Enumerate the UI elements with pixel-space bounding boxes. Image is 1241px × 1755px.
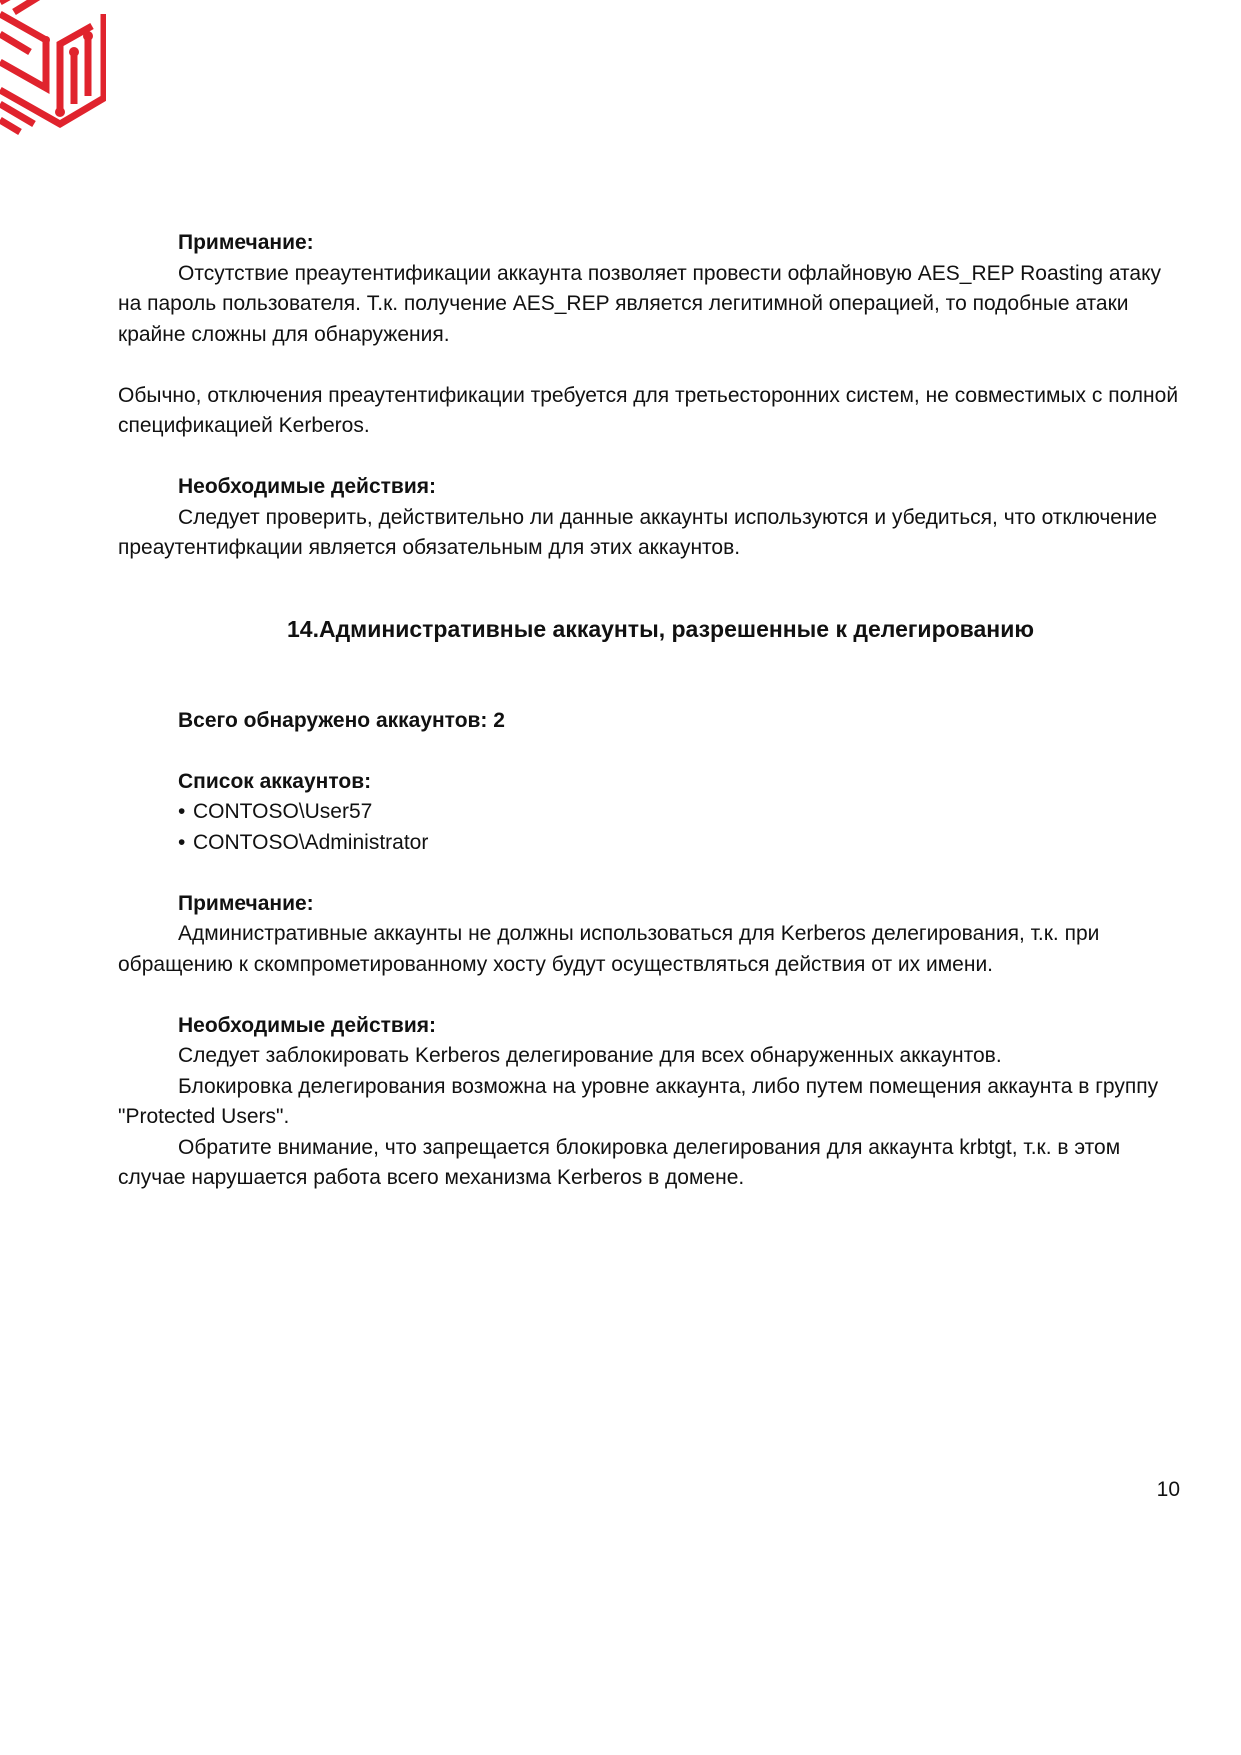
actions-paragraph: Следует проверить, действительно ли данные аккаунты используются и убедиться, что отключение преаутентифкации является обязательным для этих аккаунтов. — [118, 505, 1157, 559]
actions-paragraph: Следует заблокировать Kerberos делегирование для всех обнаруженных аккаунтов. — [178, 1044, 1002, 1067]
list-item: • CONTOSO\Administrator — [178, 828, 1183, 859]
document-body — [118, 228, 1183, 1194]
list-item: • CONTOSO\User57 — [178, 797, 1183, 828]
note-heading: Примечание: — [178, 231, 314, 254]
actions-heading: Необходимые действия: — [178, 1013, 436, 1037]
section-title: 14.Административные аккаунты, разрешенные к делегированию — [287, 615, 1034, 642]
spacer — [118, 858, 1183, 889]
spacer — [118, 646, 1183, 706]
note-heading: Примечание: — [178, 891, 314, 915]
spacer — [118, 564, 1183, 612]
spacer — [118, 442, 1183, 473]
company-logo-icon — [0, 0, 106, 140]
accounts-found-count: Всего обнаружено аккаунтов: 2 — [178, 708, 505, 732]
page-number: 10 — [1156, 1478, 1180, 1501]
note-extra-paragraph: Обычно, отключения преаутентификации требуется для третьесторонних систем, не совместимых с полной спецификацией Kerberos. — [118, 383, 1179, 437]
account-list-heading: Список аккаунтов: — [178, 769, 372, 793]
account-list — [118, 797, 1183, 858]
actions-paragraph: Блокировка делегирования возможна на уровне аккаунта, либо путем помещения аккаунта в группу "Protected Users". — [118, 1074, 1159, 1128]
actions-heading: Необходимые действия: — [178, 475, 436, 498]
note-paragraph: Отсутствие преаутентификации аккаунта позволяет провести офлайновую AES_REP Roasting атаку на пароль пользователя. Т.к. получение AES_REP является легитимной операцией, то подобные атаки крайне сложны для обнаружения. — [118, 261, 1162, 346]
actions-paragraph: Обратите внимание, что запрещается блокировка делегирования для аккаунта krbtgt, т.к. в этом случае нарушается работа всего механизма Kerberos в домене. — [118, 1135, 1121, 1189]
spacer — [118, 350, 1183, 381]
note-paragraph: Административные аккаунты не должны использоваться для Kerberos делегирования, т.к. при обращению к скомпрометированному хосту будут осуществляться действия от их имени. — [118, 922, 1100, 976]
spacer — [118, 736, 1183, 767]
spacer — [118, 980, 1183, 1011]
